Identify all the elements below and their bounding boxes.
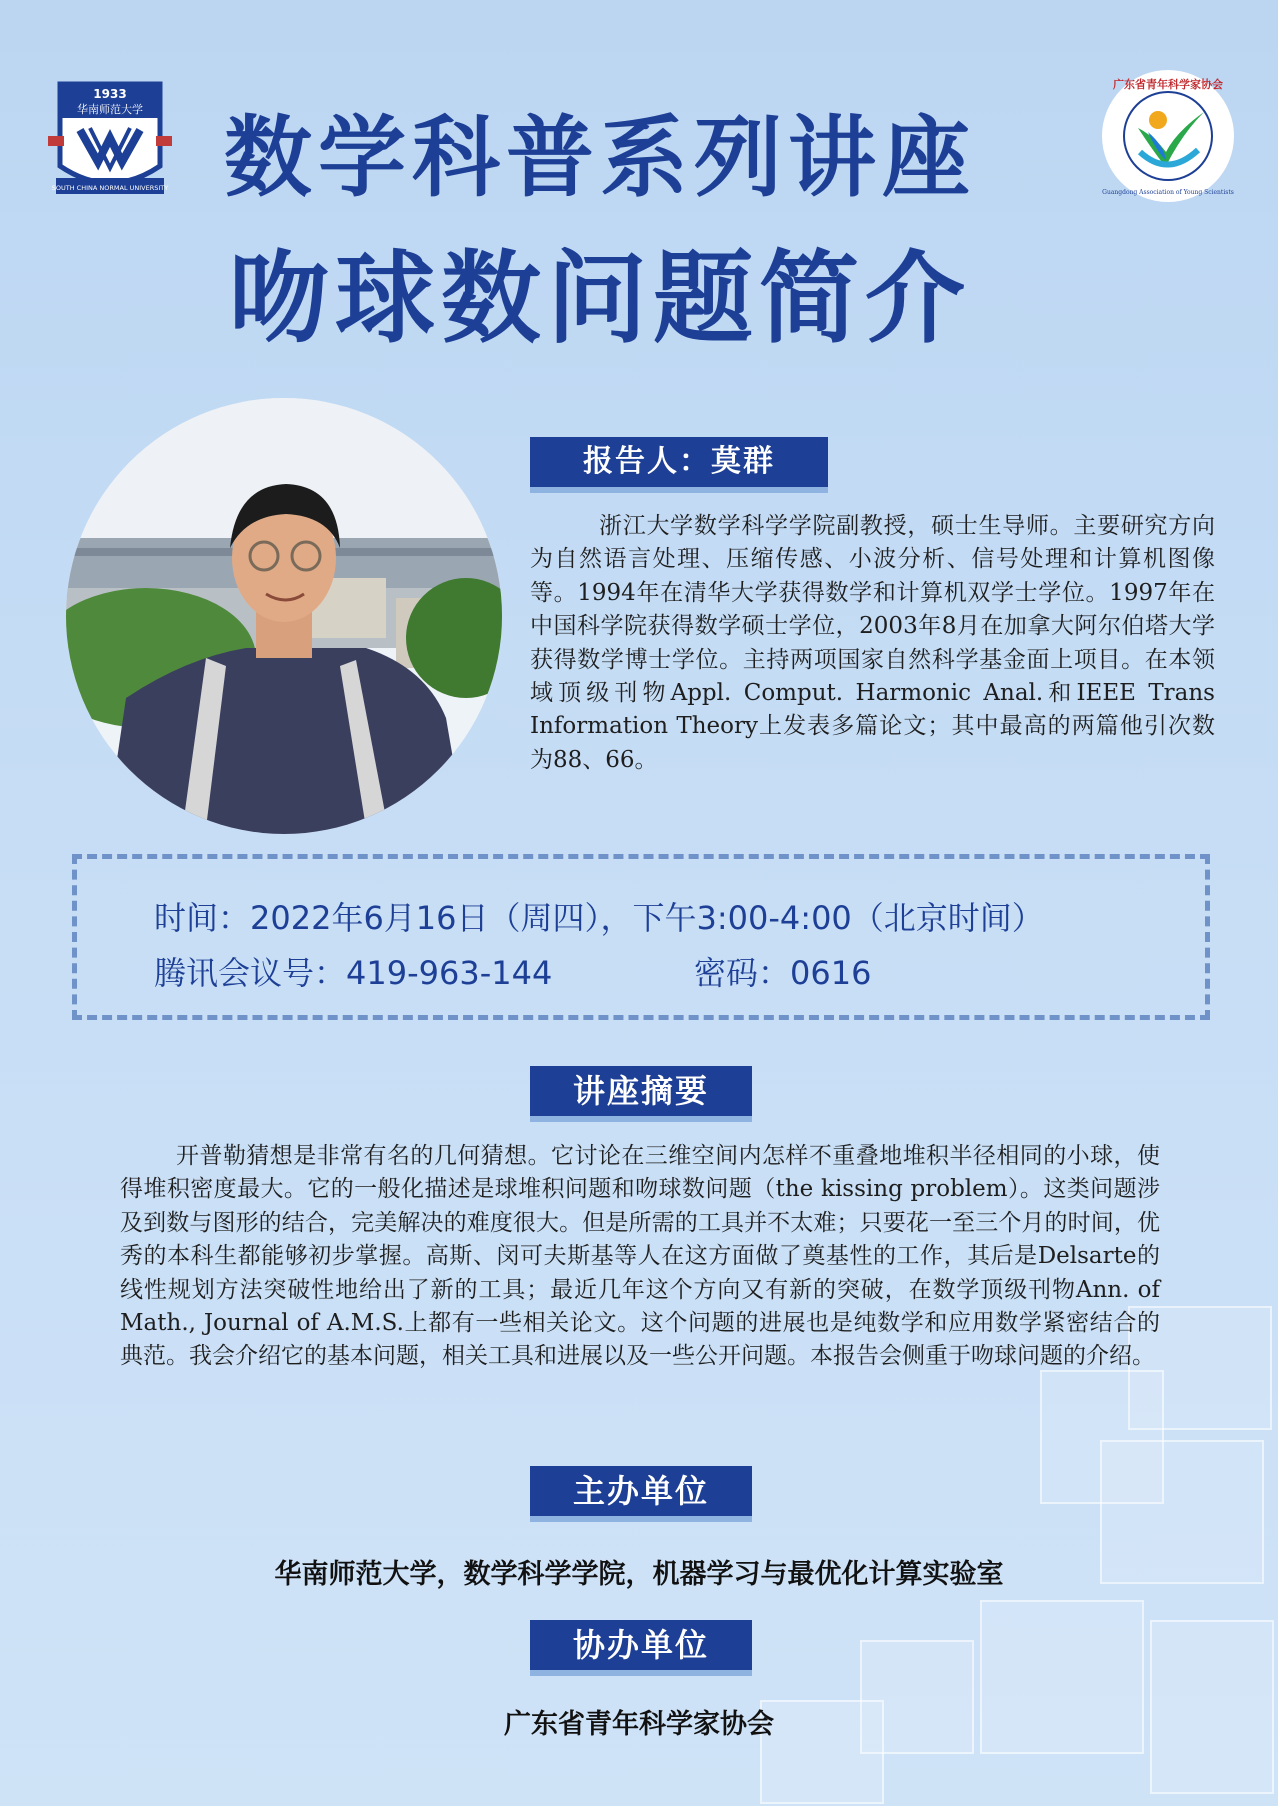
abstract-text: 开普勒猜想是非常有名的几何猜想。它讨论在三维空间内怎样不重叠地堆积半径相同的小球，使得堆积密度最大。它的一般化描述是球堆积问题和吻球数问题（the kissing problem）。这类问题涉及到数与图形的结合，完美解决的难度很大。但是所需的工具并不太难；只要花一至三个月的时间，优秀的本科生都能够初步掌握。高斯、闵可夫斯基等人在这方面做了奠基性的工作，其后是Delsarte的线性规划方法突破性地给出了新的工具；最近几年这个方向又有新的突破，在数学顶级刊物Ann. of Math., Journal of A.M.S.上都有一些相关论文。这个问题的进展也是纯数学和应用数学紧密结合的典范。我会介绍它的基本问题，相关工具和进展以及一些公开问题。本报告会侧重于吻球问题的介绍。 [120, 1143, 1160, 1370]
series-title: 数学科普系列讲座 [223, 106, 976, 209]
abstract-label: 讲座摘要 [530, 1066, 752, 1116]
speaker-photo [66, 398, 502, 834]
speaker-bio: 浙江大学数学科学学院副教授，硕士生导师。主要研究方向为自然语言处理、压缩传感、小波分析、信号处理和计算机图像等。1994年在清华大学获得数学和计算机双学士学位。1997年在中国科学院获得数学硕士学位，2003年8月在加拿大阿尔伯塔大学获得数学博士学位。主持两项国家自然科学基金面上项目。在本领域顶级刊物Appl. Comput. Harmonic Anal.和IEEE Trans Information Theory上发表多篇论文；其中最高的两篇他引次数为88、66。 [530, 513, 1215, 773]
host-label: 主办单位 [530, 1466, 752, 1516]
speaker-label: 报告人：莫群 [530, 437, 828, 487]
speaker-portrait-icon [66, 398, 502, 834]
logo-year: 1933 [93, 87, 127, 101]
logo-cn-name: 广东省青年科学家协会 [1113, 78, 1223, 91]
cohost-label: 协办单位 [530, 1620, 752, 1670]
event-time: 时间：2022年6月16日（周四），下午3:00-4:00（北京时间） [154, 899, 1044, 937]
cohost-organization: 广东省青年科学家协会 [504, 1709, 774, 1740]
host-organizations: 华南师范大学，数学科学学院，机器学习与最优化计算实验室 [274, 1559, 1004, 1590]
meeting-id: 腾讯会议号：419-963-144 [154, 954, 553, 992]
logo-english: SOUTH CHINA NORMAL UNIVERSITY [51, 184, 169, 192]
logo-name: 华南师范大学 [77, 103, 143, 116]
logo-en-name: Guangdong Association of Young Scientists [1102, 189, 1234, 196]
meeting-password: 密码：0616 [694, 954, 872, 992]
association-logo [1100, 68, 1236, 204]
lecture-title: 吻球数问题简介 [229, 240, 971, 357]
